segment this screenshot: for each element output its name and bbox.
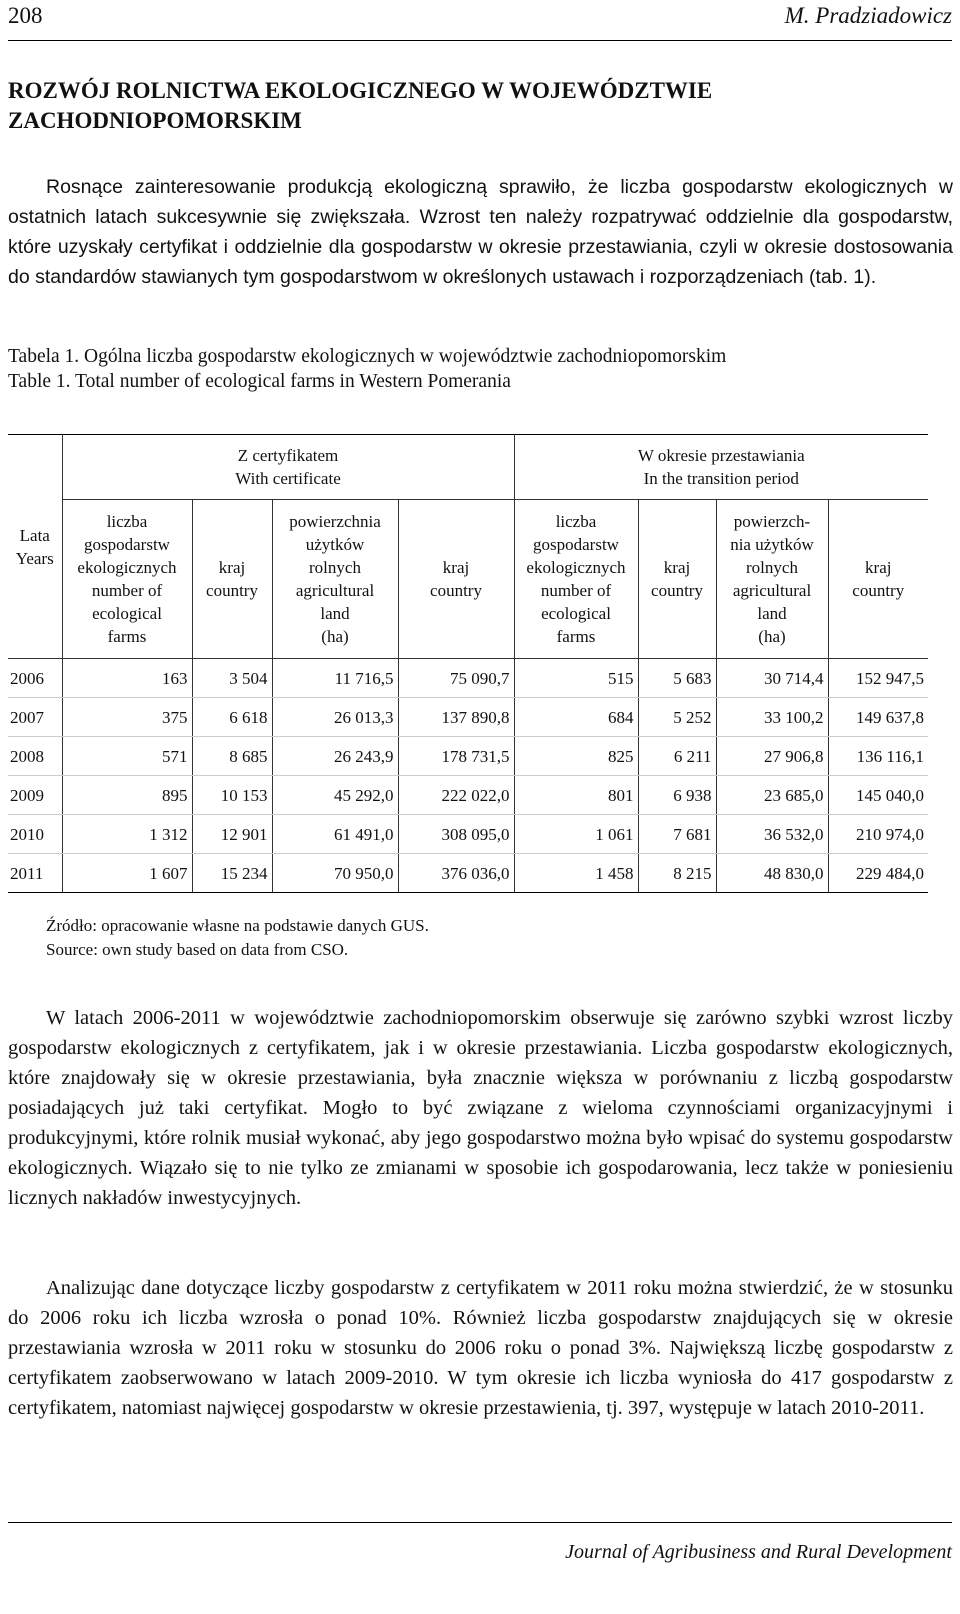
cell-value: 36 532,0 xyxy=(716,815,828,854)
cell-value: 376 036,0 xyxy=(398,854,514,893)
group-header-certificate-text: Z certyfikatem With certificate xyxy=(235,446,341,488)
running-author: M. Pradziadowicz xyxy=(784,3,952,28)
cell-value: 48 830,0 xyxy=(716,854,828,893)
table-row xyxy=(8,776,928,815)
cell-value: 61 491,0 xyxy=(272,815,398,854)
col-header-country-farms-trans: kraj country xyxy=(638,500,716,659)
cell-value: 1 458 xyxy=(514,854,638,893)
cell-value: 70 950,0 xyxy=(272,854,398,893)
cell-value: 12 901 xyxy=(192,815,272,854)
table-source-note xyxy=(46,914,429,962)
cell-value: 210 974,0 xyxy=(828,815,928,854)
farms-table xyxy=(8,434,928,893)
table-row xyxy=(8,815,928,854)
col-header-area-trans: powierzch- nia użytków rolnych agricultural land (ha) xyxy=(716,500,828,659)
cell-value: 45 292,0 xyxy=(272,776,398,815)
cell-value: 895 xyxy=(62,776,192,815)
col-header-farms-cert: liczba gospodarstw ekologicznych number of ecological farms xyxy=(62,500,192,659)
table-row xyxy=(8,698,928,737)
cell-value: 136 116,1 xyxy=(828,737,928,776)
col-header-country-farms-cert: kraj country xyxy=(192,500,272,659)
cell-year: 2007 xyxy=(8,698,62,737)
cell-value: 163 xyxy=(62,659,192,698)
group-header-transition xyxy=(514,435,928,500)
analysis-paragraph-2: Analizując dane dotyczące liczby gospodarstw z certyfikatem w 2011 roku można stwierdzić, że w stosunku do 2006 roku ich liczba wzrosła o ponad 10%. Również liczba gospodarstw znajdujących się w okresie przestawiania wzrosła w 2011 roku w stosunku do 2006 roku o ponad 3%. Największą liczbę gospodarstw z certyfikatem zaobserwowano w latach 2009-2010. W tym okresie ich liczba wyniosła do 417 gospodarstw z certyfikatem, natomiast najwięcej gospodarstw w okresie przestawienia, tj. 397, występuje w latach 2010-2011. xyxy=(8,1277,953,1419)
cell-value: 5 683 xyxy=(638,659,716,698)
cell-value: 6 618 xyxy=(192,698,272,737)
section-heading-line-1: ROZWÓJ ROLNICTWA EKOLOGICZNEGO W WOJEWÓDZTWIE xyxy=(8,78,713,103)
cell-value: 23 685,0 xyxy=(716,776,828,815)
page-number: 208 xyxy=(8,3,43,28)
cell-value: 7 681 xyxy=(638,815,716,854)
intro-paragraph: Rosnące zainteresowanie produkcją ekologiczną sprawiło, że liczba gospodarstw ekologicznych w ostatnich latach sukcesywnie się zwiększała. Wzrost ten należy rozpatrywać oddzielnie dla gospodarstw, które uzyskały certyfikat i oddzielnie dla gospodarstw w okresie przestawiania, czyli w okresie dostosowania do standardów stawianych tym gospodarstwom w określonych ustawach i rozporządzeniach (tab. 1). xyxy=(8,176,953,288)
section-heading xyxy=(8,76,908,136)
cell-value: 26 243,9 xyxy=(272,737,398,776)
cell-value: 27 906,8 xyxy=(716,737,828,776)
cell-value: 149 637,8 xyxy=(828,698,928,737)
table-row xyxy=(8,854,928,893)
cell-year: 2009 xyxy=(8,776,62,815)
cell-value: 825 xyxy=(514,737,638,776)
running-header xyxy=(8,0,952,41)
cell-value: 308 095,0 xyxy=(398,815,514,854)
cell-value: 801 xyxy=(514,776,638,815)
cell-value: 178 731,5 xyxy=(398,737,514,776)
cell-year: 2006 xyxy=(8,659,62,698)
source-pl: Źródło: opracowanie własne na podstawie danych GUS. xyxy=(46,916,429,935)
table-caption-en: Table 1. Total number of ecological farms in Western Pomerania xyxy=(8,371,511,392)
cell-value: 137 890,8 xyxy=(398,698,514,737)
group-header-transition-text: W okresie przestawiania In the transition period xyxy=(637,446,805,488)
cell-value: 75 090,7 xyxy=(398,659,514,698)
group-header-certificate xyxy=(62,435,514,500)
cell-value: 6 211 xyxy=(638,737,716,776)
cell-year: 2010 xyxy=(8,815,62,854)
cell-value: 3 504 xyxy=(192,659,272,698)
cell-value: 8 685 xyxy=(192,737,272,776)
cell-value: 15 234 xyxy=(192,854,272,893)
analysis-paragraph-1: W latach 2006-2011 w województwie zachodniopomorskim obserwuje się zarówno szybki wzrost liczby gospodarstw ekologicznych z certyfikatem, jak i w okresie przestawiania. Liczba gospodarstw ekologicznych, które znajdowały się w okresie przestawiania, była znacznie większa w porównaniu z liczbą gospodarstw posiadających już taki certyfikat. Mogło to być związane z wieloma czynnościami organizacyjnymi i produkcyjnymi, które rolnik musiał wykonać, aby jego gospodarstwo można było wpisać do systemu gospodarstw ekologicznych. Wiązało się to nie tylko ze zmianami w sposobie ich gospodarowania, lecz także w poniesieniu licznych nakładów inwestycyjnych. xyxy=(8,1007,953,1209)
cell-value: 8 215 xyxy=(638,854,716,893)
cell-value: 5 252 xyxy=(638,698,716,737)
source-en: Source: own study based on data from CSO. xyxy=(46,940,349,959)
table-row xyxy=(8,737,928,776)
cell-value: 152 947,5 xyxy=(828,659,928,698)
col-header-farms-trans: liczba gospodarstw ekologicznych number of ecological farms xyxy=(514,500,638,659)
col-header-country-area-cert: kraj country xyxy=(398,500,514,659)
cell-value: 571 xyxy=(62,737,192,776)
cell-value: 11 716,5 xyxy=(272,659,398,698)
running-footer xyxy=(8,1522,952,1563)
cell-value: 6 938 xyxy=(638,776,716,815)
cell-value: 1 061 xyxy=(514,815,638,854)
table-caption-pl: Tabela 1. Ogólna liczba gospodarstw ekologicznych w województwie zachodniopomorskim xyxy=(8,346,727,367)
journal-name: Journal of Agribusiness and Rural Development xyxy=(565,1541,952,1563)
cell-value: 222 022,0 xyxy=(398,776,514,815)
cell-value: 145 040,0 xyxy=(828,776,928,815)
cell-value: 26 013,3 xyxy=(272,698,398,737)
cell-value: 33 100,2 xyxy=(716,698,828,737)
table-caption xyxy=(8,344,948,394)
cell-value: 30 714,4 xyxy=(716,659,828,698)
col-header-country-area-trans: kraj country xyxy=(828,500,928,659)
section-heading-line-2: ZACHODNIOPOMORSKIM xyxy=(8,108,302,133)
cell-value: 515 xyxy=(514,659,638,698)
cell-year: 2008 xyxy=(8,737,62,776)
cell-value: 1 607 xyxy=(62,854,192,893)
col-header-area-cert: powierzchnia użytków rolnych agricultural land (ha) xyxy=(272,500,398,659)
col-header-years xyxy=(8,435,62,659)
cell-value: 375 xyxy=(62,698,192,737)
cell-value: 1 312 xyxy=(62,815,192,854)
cell-value: 684 xyxy=(514,698,638,737)
cell-value: 229 484,0 xyxy=(828,854,928,893)
cell-year: 2011 xyxy=(8,854,62,893)
col-header-years-text: Lata Years xyxy=(15,525,54,568)
table-row xyxy=(8,659,928,698)
cell-value: 10 153 xyxy=(192,776,272,815)
